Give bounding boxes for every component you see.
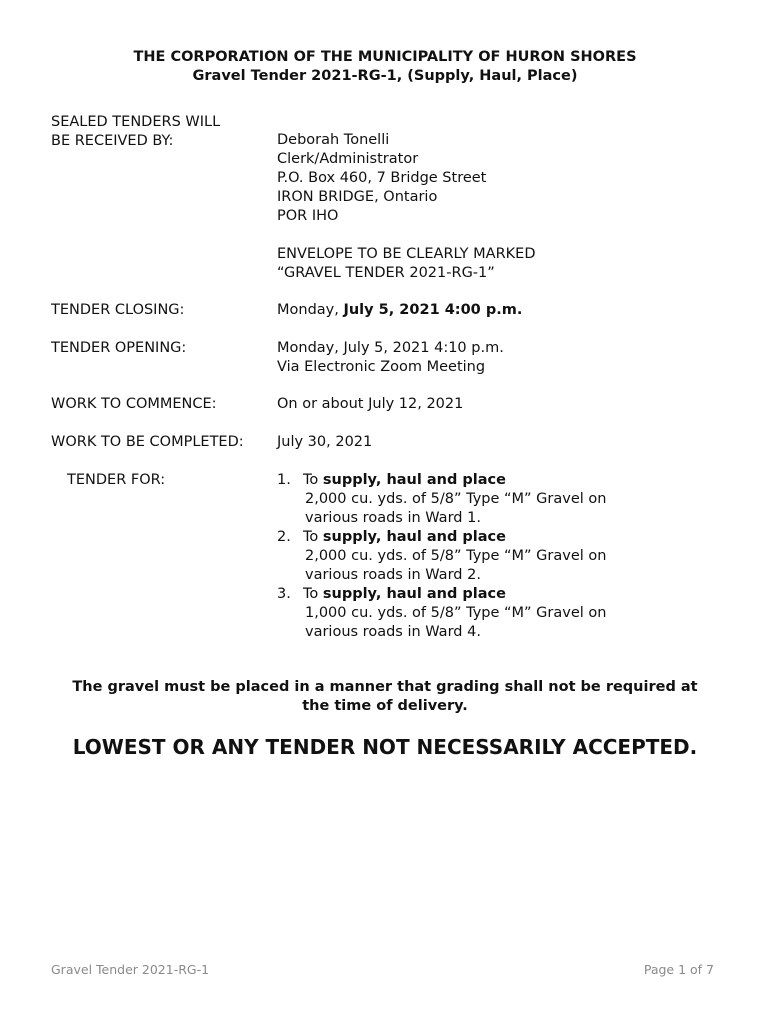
tender-closing-label: TENDER CLOSING: <box>51 302 185 318</box>
item-bold: supply, haul and place <box>322 529 506 545</box>
work-commence-value: On or about July 12, 2021 <box>277 396 464 412</box>
opening-line2: Via Electronic Zoom Meeting <box>277 359 486 375</box>
document-subtitle: Gravel Tender 2021-RG-1, (Supply, Haul, Place) <box>192 68 578 84</box>
disclaimer-heading: LOWEST OR ANY TENDER NOT NECESSARILY ACCEPTED. <box>72 735 698 759</box>
work-completed-value: July 30, 2021 <box>277 434 373 450</box>
closing-day: Monday, <box>277 302 344 318</box>
item-quantity: 1,000 cu. yds. of 5/8” Type “M” Gravel on <box>305 605 607 621</box>
item-quantity: 2,000 cu. yds. of 5/8” Type “M” Gravel on <box>305 548 607 564</box>
address-line: IRON BRIDGE, Ontario <box>277 189 438 205</box>
item-number: 1. <box>277 472 291 488</box>
address-line: P.O. Box 460, 7 Bridge Street <box>277 170 487 186</box>
item-bold: supply, haul and place <box>322 472 506 488</box>
item-location: various roads in Ward 2. <box>305 567 481 583</box>
opening-line1: Monday, July 5, 2021 4:10 p.m. <box>277 340 504 356</box>
received-by-label <box>51 113 220 151</box>
tender-opening-label: TENDER OPENING: <box>51 340 187 356</box>
received-by-label-line2: BE RECEIVED BY: <box>51 133 174 149</box>
received-by-address <box>277 131 486 226</box>
tender-for-label: TENDER FOR: <box>67 472 166 488</box>
list-item <box>277 528 606 585</box>
item-location: various roads in Ward 1. <box>305 510 481 526</box>
work-completed-label: WORK TO BE COMPLETED: <box>51 434 244 450</box>
list-item <box>277 585 606 642</box>
tender-opening-value <box>277 339 504 377</box>
item-location: various roads in Ward 4. <box>305 624 481 640</box>
envelope-instruction <box>277 245 536 283</box>
grading-notice-line1: The gravel must be placed in a manner that grading shall not be required at <box>72 679 698 695</box>
list-item <box>277 471 606 528</box>
item-number: 2. <box>277 529 291 545</box>
item-prefix: To <box>303 472 323 488</box>
grading-notice-line2: the time of delivery. <box>302 698 468 714</box>
footer-page-number: Page 1 of 7 <box>643 962 714 977</box>
document-title: THE CORPORATION OF THE MUNICIPALITY OF HURON SHORES <box>133 49 637 65</box>
closing-datetime: July 5, 2021 4:00 p.m. <box>343 302 523 318</box>
tender-closing-value <box>277 301 522 320</box>
tender-items-list <box>277 471 606 642</box>
envelope-line1: ENVELOPE TO BE CLEARLY MARKED <box>277 246 536 262</box>
address-line: Deborah Tonelli <box>277 132 390 148</box>
item-number: 3. <box>277 586 291 602</box>
address-line: POR IHO <box>277 208 339 224</box>
footer-document-name: Gravel Tender 2021-RG-1 <box>51 962 210 977</box>
item-prefix: To <box>303 529 323 545</box>
envelope-line2: “GRAVEL TENDER 2021-RG-1” <box>277 265 495 281</box>
item-prefix: To <box>303 586 323 602</box>
item-bold: supply, haul and place <box>322 586 506 602</box>
received-by-label-line1: SEALED TENDERS WILL <box>51 114 221 130</box>
item-quantity: 2,000 cu. yds. of 5/8” Type “M” Gravel on <box>305 491 607 507</box>
work-commence-label: WORK TO COMMENCE: <box>51 396 217 412</box>
address-line: Clerk/Administrator <box>277 151 419 167</box>
